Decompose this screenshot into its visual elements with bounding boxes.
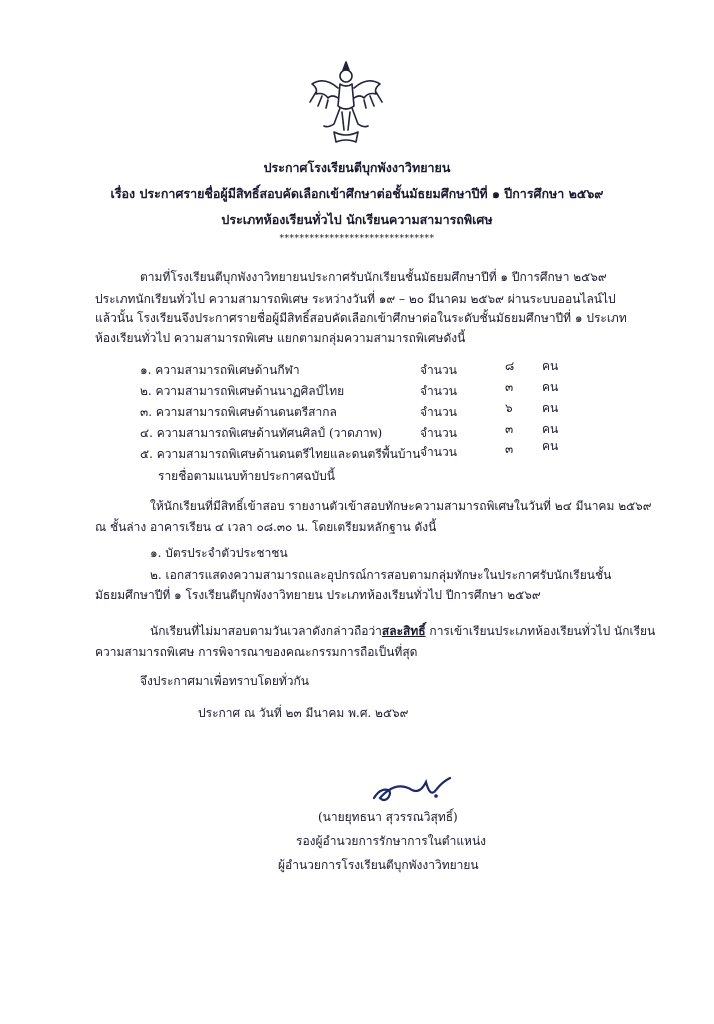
announcement-subtitle: ประเภทห้องเรียนทั่วไป นักเรียนความสามารถพิเศษ [221,212,493,227]
item-label: ๕. ความสามารถพิเศษด้านดนตรีไทยและดนตรีพื้นบ้าน [140,447,421,461]
report-line-2: ณ ชั้นล่าง อาคารเรียน ๔ เวลา ๐๘.๓๐ น. โดยเตรียมหลักฐาน ดังนี้ [95,520,437,534]
document-item-2-cont: มัธยมศึกษาปีที่ ๑ โรงเรียนตีบุกพังงาวิทยายน ประเภทห้องเรียนทั่วไป ปีการศึกษา ๒๕๖๙ [95,588,541,602]
intro-line-2: ประเภทนักเรียนทั่วไป ความสามารถพิเศษ ระหว่างวันที่ ๑๙ – ๒๐ มีนาคม ๒๕๖๙ ผ่านระบบออนไลน์ไป [95,292,616,306]
announcement-date: ประกาศ ณ วันที่ ๒๓ มีนาคม พ.ศ. ๒๕๖๙ [198,706,409,720]
closing-line: จึงประกาศมาเพื่อทราบโดยทั่วกัน [140,674,309,688]
report-line-1: ให้นักเรียนที่มีสิทธิ์เข้าสอบ รายงานตัวเข้าสอบทักษะความสามารถพิเศษในวันที่ ๒๔ มีนาคม ๒๕๖๙ [150,499,652,513]
signatory-name: (นายยุทธนา สุวรรณวิสุทธิ์) [318,810,458,824]
item-count: ๓ [505,442,514,456]
item-unit: คน [542,422,559,436]
item-count-label: จำนวน [420,363,457,377]
item-count: ๘ [505,359,515,373]
garuda-emblem-icon [306,58,386,144]
item-count-label: จำนวน [420,384,457,398]
item-unit: คน [542,439,559,453]
signatory-position-1: รองผู้อำนวยการรักษาการในตำแหน่ง [296,834,487,848]
item-label: ๓. ความสามารถพิเศษด้านดนตรีสากล [140,405,337,419]
item-count-label: จำนวน [420,426,457,440]
list-note: รายชื่อตามแนบท้ายประกาศฉบับนี้ [158,469,335,483]
absent-notice-post: การเข้าเรียนประเภทห้องเรียนทั่วไป นักเรียน [425,624,656,638]
item-label: ๒. ความสามารถพิเศษด้านนาฏศิลป์ไทย [140,384,345,398]
signatory-position-2: ผู้อำนวยการโรงเรียนตีบุกพังงาวิทยายน [278,858,479,872]
signature-icon [370,768,456,808]
absent-notice-pre: นักเรียนที่ไม่มาสอบตามวันเวลาดังกล่าวถือว่า [150,624,382,638]
document-item-2: ๒. เอกสารแสดงความสามารถและอุปกรณ์การสอบตามกลุ่มทักษะในประกาศรับนักเรียนชั้น [150,568,612,582]
document-item-1: ๑. บัตรประจำตัวประชาชน [150,546,288,560]
item-unit: คน [542,380,559,394]
item-label: ๔. ความสามารถพิเศษด้านทัศนศิลป์ (วาดภาพ) [140,426,383,440]
item-count: ๓ [505,380,514,394]
divider-stars: ******************************* [279,234,435,244]
announcement-subject: เรื่อง ประกาศรายชื่อผู้มีสิทธิ์สอบคัดเลือกเข้าศึกษาต่อชั้นมัธยมศึกษาปีที่ ๑ ปีการศึกษา ๒๕๖๙ [110,186,604,201]
item-count-label: จำนวน [420,445,457,459]
item-count: ๓ [505,422,514,436]
announcement-title: ประกาศโรงเรียนตีบุกพังงาวิทยายน [263,160,451,175]
intro-line-1: ตามที่โรงเรียนตีบุกพังงาวิทยายนประกาศรับนักเรียนชั้นมัธยมศึกษาปีที่ ๑ ปีการศึกษา ๒๕๖๙ [140,270,607,284]
forfeit-emphasis: สละสิทธิ์ [381,624,426,638]
intro-line-3: แล้วนั้น โรงเรียนจึงประกาศรายชื่อผู้มีสิทธิ์สอบคัดเลือกเข้าศึกษาต่อในระดับชั้นมัธยมศึกษาปีที่ ๑ ประเภท [95,311,627,325]
item-unit: คน [542,401,559,415]
item-count-label: จำนวน [420,405,457,419]
item-count: ๖ [505,401,513,415]
absent-notice-line-1 [150,622,655,641]
item-label: ๑. ความสามารถพิเศษด้านกีฬา [140,363,300,377]
absent-notice-line-2: ความสามารถพิเศษ การพิจารณาของคณะกรรมการถือเป็นที่สุด [95,645,418,659]
item-unit: คน [542,359,559,373]
intro-line-4: ห้องเรียนทั่วไป ความสามารถพิเศษ แยกตามกลุ่มความสามารถพิเศษดังนี้ [95,331,466,345]
